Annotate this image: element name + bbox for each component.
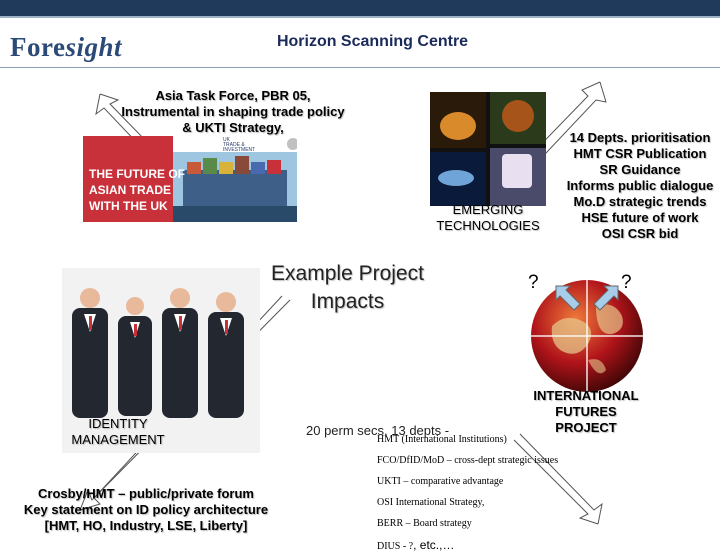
identity-management-label: IDENTITY MANAGEMENT: [71, 416, 165, 447]
asian-trade-report-image: [83, 136, 297, 222]
book-title: THE FUTURE OF ASIAN TRADE WITH THE UK: [89, 167, 185, 213]
asian-trade-caption: Asia Task Force, PBR 05, Instrumental in shaping trade policy & UKTI Strategy,: [121, 88, 345, 135]
futures-department-list: [377, 434, 607, 555]
list-item: HMT (International Institutions): [377, 434, 507, 445]
identity-management-impacts: Crosby/HMT – public/private forum Key statement on ID policy architecture [HMT, HO, Industry, LSE, Liberty]: [23, 486, 269, 533]
list-tail: , etc.,…: [413, 538, 455, 552]
question-mark-right: ?: [621, 272, 632, 293]
ukti-logo: UK TRADE & INVESTMENT: [223, 137, 256, 153]
foresight-logo: Foresight: [10, 32, 123, 62]
center-title: Example Project Impacts: [271, 262, 424, 313]
international-futures-label: INTERNATIONAL FUTURES PROJECT: [533, 388, 639, 435]
emerging-tech-label: EMERGING TECHNOLOGIES: [436, 202, 540, 233]
list-item: DIUS - ?: [377, 541, 414, 552]
question-mark-left: ?: [528, 272, 539, 293]
futures-lead-text: 20 perm secs, 13 depts -: [306, 423, 450, 438]
list-item: FCO/DfID/MoD – cross-dept strategic issues: [377, 455, 559, 466]
list-item: OSI International Strategy,: [377, 497, 485, 508]
emerging-tech-impacts: 14 Depts. prioritisation HMT CSR Publication SR Guidance Informs public dialogue Mo.D strategic trends HSE future of work OSI CSR bid: [566, 130, 714, 241]
emerging-tech-image: [430, 92, 546, 206]
list-item: BERR – Board strategy: [377, 518, 472, 529]
list-item: UKTI – comparative advantage: [377, 476, 504, 487]
page-title: Horizon Scanning Centre: [276, 33, 469, 50]
